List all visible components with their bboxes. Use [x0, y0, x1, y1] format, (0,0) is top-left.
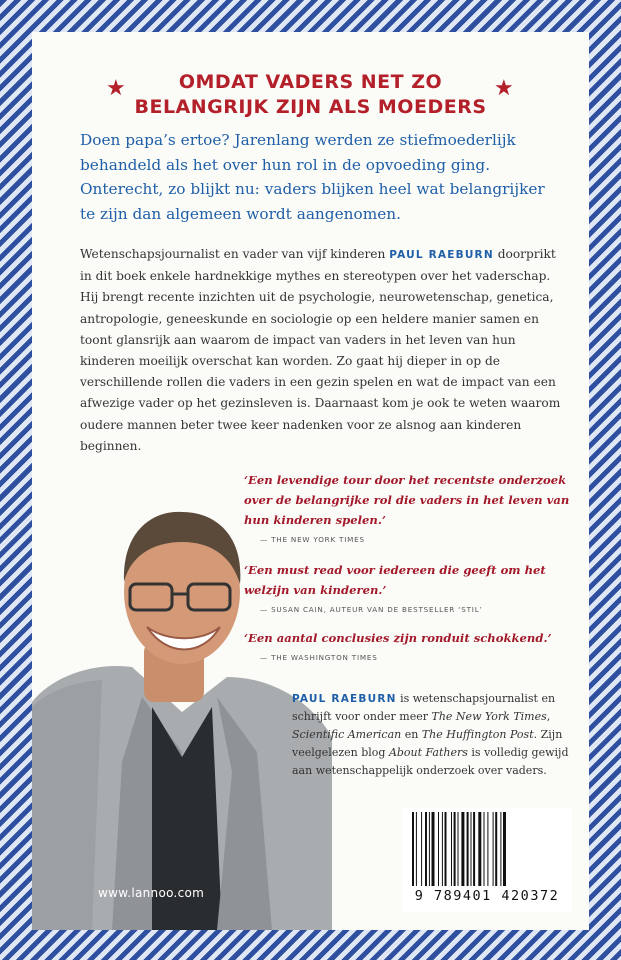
bio-author-name: PAUL RAEBURN — [292, 693, 397, 705]
headline-line-2: BELANGRIJK ZIJN ALS MOEDERS — [134, 96, 487, 118]
bio-blog-name: About Fathers — [388, 746, 468, 759]
bio-text: . Zijn veelgelezen blog — [292, 728, 563, 759]
author-name: PAUL RAEBURN — [389, 249, 494, 261]
quote-source: — SUSAN CAIN, AUTEUR VAN DE BESTSELLER ‘STIL’ — [260, 605, 483, 614]
quote-text: ‘Een aantal conclusies zijn ronduit schokkend.’ — [244, 631, 552, 645]
barcode-bar — [478, 812, 481, 886]
publisher-website: www.lannoo.com — [98, 886, 205, 900]
barcode-bar — [454, 812, 456, 886]
barcode — [402, 808, 572, 912]
barcode-bar — [503, 812, 506, 886]
bio-text: en — [401, 728, 422, 741]
isbn-number: 9 789401 420372 — [414, 888, 560, 904]
barcode-bar — [471, 812, 472, 886]
bio-text: , — [546, 710, 551, 723]
barcode-bar — [484, 812, 485, 886]
quote-text: ‘Een levendige tour door het recentste onderzoek over de belangrijke rol die vaders in het leven van hun kinderen spelen.’ — [244, 473, 570, 527]
quote-source: — THE WASHINGTON TIMES — [260, 653, 378, 662]
quote-text: ‘Een must read voor iedereen die geeft om het welzijn van kinderen.’ — [244, 563, 546, 597]
review-quote — [244, 628, 574, 662]
review-quotes — [244, 470, 574, 662]
barcode-bar — [458, 812, 459, 886]
description-end: doorprikt in dit boek enkele hardnekkige mythes en stereotypen over het vaderschap. Hij brengt recente inzichten uit de psychologie, neurowetenschap, genetica, antropologie, geneeskunde en sociologie op een heldere manier samen en toont glansrijk aan waarom de impact van vaders in het leven van hun kinderen moeilijk overschat kan worden. Zo gaat hij dieper in op de verschillende rollen die vaders in een gezin spelen en wat de impact van een afwezige vader op het gezinsleven is. Daarnaast kom je ook te weten waarom oudere mannen beter twee keer nadenken voor ze alsnog aan kinderen beginnen. — [80, 247, 561, 453]
star-icon: ★ — [106, 76, 126, 101]
barcode-bar — [461, 812, 464, 886]
bio-text: is wetenschapsjournalist en schrijft voor onder meer — [292, 692, 556, 723]
barcode-bar — [432, 812, 435, 886]
barcode-bar — [451, 812, 452, 886]
quote-source: — THE NEW YORK TIMES — [260, 535, 365, 544]
bio-publication: The Huffington Post — [421, 728, 534, 741]
description-paragraph — [80, 244, 570, 457]
barcode-bar — [495, 812, 497, 886]
barcode-bar — [412, 812, 414, 886]
barcode-bar — [421, 812, 422, 886]
barcode-bar — [416, 812, 417, 886]
review-quote — [244, 470, 574, 544]
headline-line-1: OMDAT VADERS NET ZO — [178, 71, 443, 93]
barcode-bar — [467, 812, 469, 886]
bio-publication: Scientific American — [292, 728, 402, 741]
star-icon: ★ — [494, 76, 514, 101]
barcode-bar — [438, 812, 439, 886]
barcode-bar — [445, 812, 447, 886]
barcode-bar — [442, 812, 443, 886]
barcode-bar — [500, 812, 501, 886]
author-bio — [292, 690, 582, 780]
headline — [32, 70, 589, 120]
lead-paragraph: Doen papa’s ertoe? Jarenlang werden ze stiefmoederlijk behandeld als het over hun rol in de opvoeding ging. Onterecht, zo blijkt nu: vaders blijken heel wat belangrijker te zijn dan algemeen wordt aangenomen. — [80, 131, 545, 223]
barcode-bar — [493, 812, 494, 886]
barcode-bar — [487, 812, 488, 886]
bio-publication: The New York Times — [431, 710, 547, 723]
barcode-bar — [473, 812, 475, 886]
barcode-bar — [429, 812, 430, 886]
barcode-bars — [410, 812, 566, 886]
cover-panel — [32, 32, 589, 930]
review-quote — [244, 560, 574, 614]
bio-text: is volledig gewijd aan wetenschappelijk onderzoek over vaders. — [292, 746, 569, 777]
barcode-bar — [425, 812, 427, 886]
description-start: Wetenschapsjournalist en vader van vijf kinderen — [80, 247, 386, 261]
